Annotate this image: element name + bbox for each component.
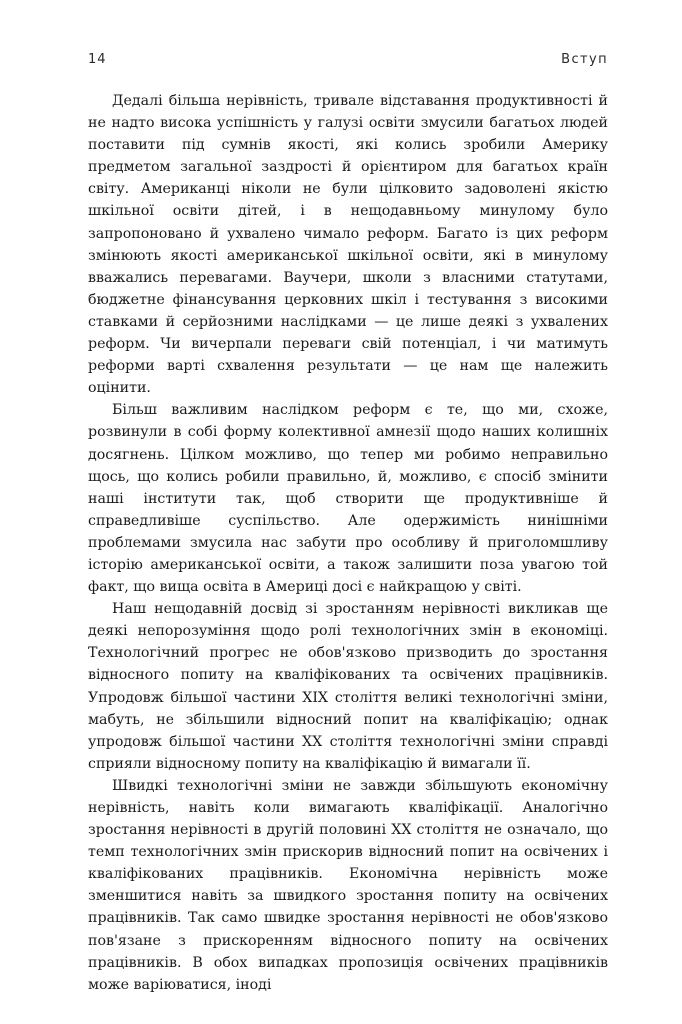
paragraph-4: Швидкі технологічні зміни не завжди збільшують економічну нерівність, навіть коли вимагають кваліфікації. Аналогічно зростання нерівності в другій половині XX століття не означало, що темп технологічних змін прискорив відносний попит на освічених і кваліфікованих працівників. Економічна нерівність може зменшитися навіть за швидкого зростання попиту на освічених працівників. Так само швидке зростання нерівності не обов'язково пов'язане з прискоренням відносного попиту на освічених працівників. В обох випадках пропозиція освічених працівників може варіюватися, іноді xyxy=(88,777,608,993)
body-text xyxy=(88,90,608,996)
page-number: 14 xyxy=(88,52,107,67)
running-head xyxy=(88,52,608,72)
paragraph-2: Більш важливим наслідком реформ є те, що ми, схоже, розвинули в собі форму колективної амнезії щодо наших колишніх досягнень. Цілком можливо, що тепер ми робимо неправильно щось, що колись робили правильно, й, можливо, є спосіб змінити наші інститути так, щоб створити ще продуктивніше й справедливіше суспільство. Але одержимість нинішніми проблемами змусила нас забути про особливу й приголомшливу історію американської освіти, а також залишити поза увагою той факт, що вища освіта в Америці досі є найкращою у світі. xyxy=(88,402,608,596)
paragraph-3: Наш нещодавній досвід зі зростанням нерівності викликав ще деякі непорозуміння щодо ролі технологічних змін в економіці. Технологічний прогрес не обов'язково призводить до зростання відносного попиту на кваліфікованих та освічених працівників. Упродовж більшої частини XIX століття великі технологічні зміни, мабуть, не збільшили відносний попит на кваліфікацію; однак упродовж більшої частини XX століття технологічні зміни справді сприяли відносному попиту на кваліфікацію й вимагали її. xyxy=(88,601,608,772)
section-title: Вступ xyxy=(561,52,608,67)
paragraph-1: Дедалі більша нерівність, тривале відставання продуктивності й не надто висока успішність у галузі освіти змусили багатьох людей поставити під сумнів якості, які колись зробили Америку предметом загальної заздрості й орієнтиром для багатьох країн світу. Американці ніколи не були цілковито задоволені якістю шкільної освіти дітей, і в нещодавньому минулому було запропоновано й ухвалено чимало реформ. Багато із цих реформ змінюють якості американської шкільної освіти, які в минулому вважались перевагами. Ваучери, школи з власними статутами, бюджетне фінансування церковних шкіл і тестування з високими ставками й серйозними наслідками — це лише деякі з ухвалених реформ. Чи вичерпали переваги свій потенціал, і чи матимуть реформи варті схвалення результати — це нам ще належить оцінити. xyxy=(88,93,608,397)
